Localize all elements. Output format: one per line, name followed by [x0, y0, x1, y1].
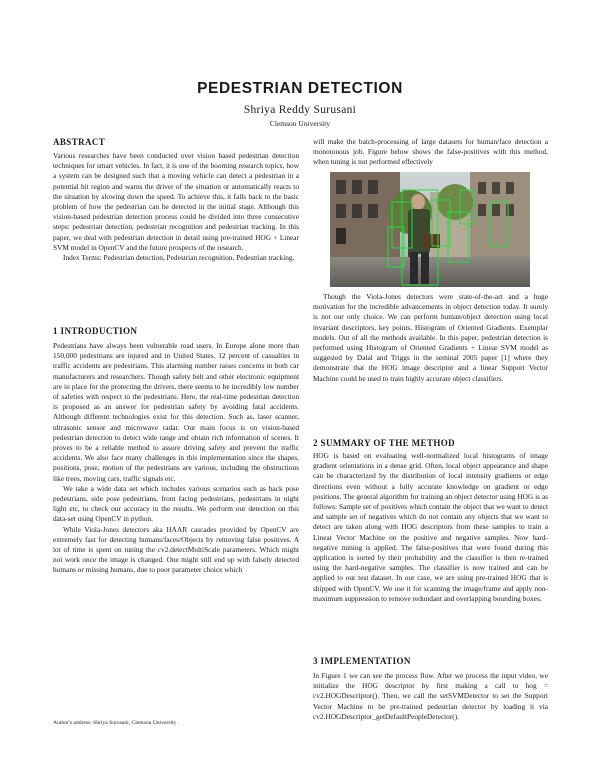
false-positive-paragraph: will make the batch-processing of large datasets for human/face detection a monotonous job. Figure below shows the false-positives with this method, when tuning is not performed effectively — [313, 137, 548, 167]
author-name: Shriya Reddy Surusani — [243, 104, 357, 116]
right-hog-paragraph — [313, 292, 548, 384]
implementation-heading: 3 IMPLEMENTATION — [313, 656, 411, 666]
introduction-heading: 1 INTRODUCTION — [53, 326, 138, 336]
summary-body — [313, 451, 548, 604]
hog-motivation-paragraph: Though the Viola-Jones detectors were state-of-the-art and a huge motivation for the incredible advancements in object detection today. It surely is not our only choice. We can perform human/object detection using local invariant descriptors, key points, Histogram of Oriented Gradients. Exemplar models. Out of all the methods available. In this paper, pedestrian detection is performed using Histogram of Oriented Gradients + Linear SVM model as suggested by Dalal and Triggs in the seminal 2005 paper [1] where they demonstrate that the HOG image descriptor and a linear Support Vector Machine could be used to train highly accurate object classifiers. — [313, 292, 548, 383]
implementation-body — [313, 671, 548, 722]
author-footnote: Author's address: Shriya Surusani, Clemson University . — [53, 720, 180, 726]
summary-text: HOG is based on evaluating well-normalized local histograms of image gradient orientations in a dense grid. Often, local object appearance and shape can be characterized by the distribution of local intensity gradients or edge directions even without a fully accurate knowledge on gradient or edge positions. The general algorithm for training an object detector using HOG is as follows: Sample set of positives which contain the object that we want to detect and sample set of negatives which do not contain any objects that we want to detect are taken along with HOG descriptors from these samples to train a Linear Vector Machine on the positive and negative samples. Now hard-negative mining is applied. The false-positives that were found during this application is sorted by their probability and the classifier is then re-trained using the hard-negative samples. The classifier is now trained and can be applied to our test dataset. In our case, we are using pre-trained HOG that is shipped with OpenCV. We use it for scanning the image/frame and apply non-maximum suppression to remove redundant and overlapping bounding boxes. — [313, 451, 548, 603]
intro-paragraph-2: We take a wide data set which includes various scenarios such as back pose pedestrians, side pose pedestrians, front facing pedestrians, pedestrians in night light etc, to check our accuracy in the results. We perform our detection on this data-set using OpenCV in python. — [53, 483, 299, 524]
paper-title: PEDESTRIAN DETECTION — [197, 80, 403, 97]
summary-heading: 2 SUMMARY OF THE METHOD — [313, 438, 456, 448]
false-positive-figure — [330, 172, 530, 287]
abstract-heading: ABSTRACT — [53, 137, 106, 147]
abstract-text: Various researches have been conducted over vision based pedestrian detection techniques for smart vehicles. In fact, it is one of the booming research topics, how a system can be designed such that a moving vehicle can detect a pedestrian in a potential hit region and warns the driver of the situation or automatically reacts to the situation by slowing down the speed. To achieve this, it falls back to the basic problem of how the pedestrian can be detected in the initial stage. Although this vision-based pedestrian detection process could be divided into three consecutive steps: pedestrian detection, pedestrian recognition and pedestrian tracking. In this paper, we deal with pedestrian detection in detail using pre-trained HOG + Linear SVM model in OpenCV and the future prospects of the research. — [53, 151, 299, 252]
introduction-body — [53, 341, 299, 576]
abstract-body — [53, 151, 299, 263]
intro-paragraph-1: Pedestrians have always been vulnerable road users. In Europe alone more than 150,000 pedestrians are injured and in United States, 12 percent of casualties in traffic accidents are pedestrians. This alarming number raises concerns in both car manufacturers and researchers. Though safety belt and other electronic equipment are in place for the protecting the drivers, there seems to be incredibly low number of safeties with respect to the pedestrians. Here, the real-time pedestrian detection is proposed as an answer for pedestrian safety by avoiding fatal accidents. Although different technologies exist for this detection. Such as, laser scanner, ultrasonic sensor and microwave radar. Our main focus is on vision-based pedestrian detection to detect wide range and obtain rich information of scenes. It proves to be a reliable method to assure driving safety and prevent the traffic accidents. We also face many challenges in this implementation since the shapes, positions, pose, motion of the pedestrians are various, including the obstructions like trees, moving cars, traffic signals etc. — [53, 341, 299, 483]
author-affiliation: Clemson University — [269, 119, 331, 128]
index-terms: Index Terms: Pedestrian detection, Pedestrian recognition, Pedestrian tracking. — [63, 253, 295, 263]
intro-paragraph-3: While Viola-Jones detectors aka HAAR cascades provided by OpenCV are extremely fast for detecting humans/faces/Objects by removing false positives. A lot of time is spent on tuning the cv2.detectMultiScale parameters. Which might not work once the image is changed. One might still end up with falsely detected humans or missing humans, due to poor parameter choice which — [53, 524, 299, 575]
implementation-text: In Figure 1 we can see the process flow. After we process the input video, we initialize the HOG descriptor by first making a call to hog = cv2.HOGDescriptor(). Then, we call the setSVMDetector to set the Support Vector Machine to be pre-trained pedestrian detector by loading it via cv2.HOGDescriptor_getDefaultPeopleDetector(). — [313, 671, 548, 721]
right-intro-continued — [313, 137, 548, 168]
street-photo-illustration — [330, 172, 530, 287]
